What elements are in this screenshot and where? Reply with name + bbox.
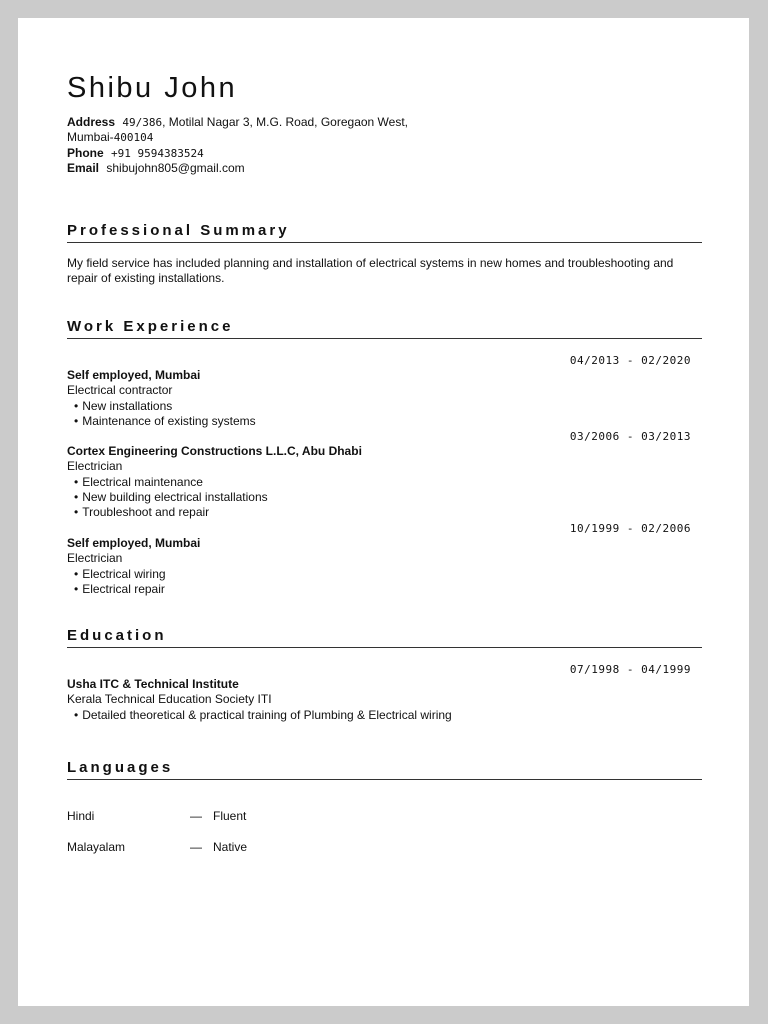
work-entry-org: Cortex Engineering Constructions L.L.C, Abu Dhabi: [67, 444, 362, 458]
work-entry-date: 10/1999 - 02/2006: [569, 522, 691, 535]
list-item: • Electrical repair: [67, 582, 702, 597]
work-entry-date: 03/2006 - 03/2013: [569, 430, 691, 443]
address-city: Mumbai-: [67, 130, 114, 145]
language-name: Malayalam: [67, 840, 126, 854]
work-entry-role: Electrician: [67, 551, 123, 566]
work-entry-date: 04/2013 - 02/2020: [569, 354, 691, 367]
email-label: Email: [67, 160, 100, 175]
section-title-work: Work Experience: [67, 317, 702, 339]
summary-text: My field service has included planning and installation of electrical systems in new homes and troubleshooting and repair of existing installations.: [67, 256, 674, 286]
language-name: Hindi: [67, 809, 95, 823]
address-pincode: 400104: [113, 131, 154, 145]
address-street: , Motilal Nagar 3, M.G. Road, Goregaon West,: [162, 115, 409, 129]
section-title-summary: Professional Summary: [67, 221, 702, 243]
list-item: • Electrical wiring: [67, 567, 702, 582]
list-item: • New building electrical installations: [67, 490, 702, 505]
resume-page: [18, 18, 749, 1006]
education-entry-org: Usha ITC & Technical Institute: [67, 677, 239, 691]
phone-line: [67, 146, 467, 161]
work-entry-org: Self employed, Mumbai: [67, 536, 201, 550]
address-line-2: [67, 130, 467, 145]
email-value: shibujohn805@gmail.com: [106, 160, 245, 175]
contact-block: [67, 115, 467, 176]
work-entry: [67, 521, 702, 597]
language-level: Fluent: [213, 809, 247, 823]
address-number: 49/386: [122, 116, 163, 129]
education-entry-bullets: [67, 708, 702, 723]
language-dash: —: [190, 809, 202, 823]
work-entry-bullets: [67, 567, 702, 598]
work-entry-role: Electrical contractor: [67, 383, 173, 398]
list-item: • Detailed theoretical & practical training of Plumbing & Electrical wiring: [67, 708, 702, 723]
section-title-education: Education: [67, 626, 702, 648]
phone-value: +91 9594383524: [111, 146, 204, 160]
language-level: Native: [213, 840, 248, 854]
list-item: • Troubleshoot and repair: [67, 505, 702, 520]
work-entry-bullets: [67, 399, 702, 430]
list-item: • Maintenance of existing systems: [67, 414, 702, 429]
phone-label: Phone: [67, 145, 104, 160]
address-label: Address: [67, 115, 116, 129]
education-entry: [67, 662, 702, 723]
address-line: [67, 115, 467, 130]
education-entry-date: 07/1998 - 04/1999: [569, 663, 691, 676]
candidate-name: Shibu John: [67, 72, 238, 104]
email-line: [67, 161, 467, 176]
work-entry-org: Self employed, Mumbai: [67, 368, 201, 382]
list-item: • New installations: [67, 399, 702, 414]
work-entry-bullets: [67, 475, 702, 521]
work-entry: [67, 353, 702, 429]
language-dash: —: [190, 840, 202, 854]
education-entry-role: Kerala Technical Education Society ITI: [67, 692, 272, 707]
work-entry-role: Electrician: [67, 459, 123, 474]
list-item: • Electrical maintenance: [67, 475, 702, 490]
section-title-languages: Languages: [67, 758, 702, 780]
work-entry: [67, 429, 702, 520]
